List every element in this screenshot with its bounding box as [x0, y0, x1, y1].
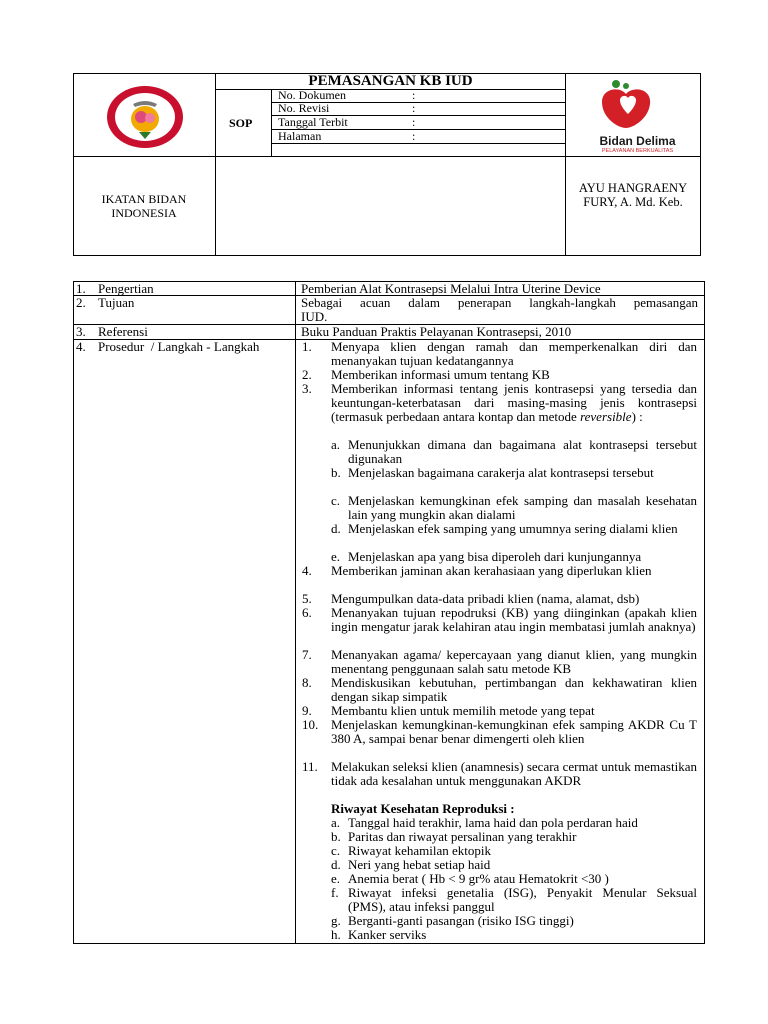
step-text: Menanyakan tujuan repodruksi (KB) yang diinginkan (apakah klien ingin mengatur jarak kelahiran atau ingin membatasi jumlah anaknya): [331, 605, 697, 634]
step-text: Memberikan informasi tentang jenis kontrasepsi yang tersedia dan keuntungan-keterbatasan dari masing-masing jenis kontrasepsi (termasuk perbedaan antara kontap dan metode reversible) :: [331, 381, 697, 424]
riwayat-text: Riwayat kehamilan ektopik: [348, 843, 491, 858]
referensi-content: Buku Panduan Praktis Pelayanan Kontrasepsi, 2010: [301, 324, 572, 339]
doc-field-sep: :: [412, 88, 416, 102]
substep-text: Menjelaskan bagaimana carakerja alat kontrasepsi tersebut: [348, 465, 654, 480]
doc-field-label: No. Dokumen: [278, 88, 346, 102]
row-number: 3.: [76, 324, 86, 339]
doc-field-sep: :: [412, 129, 416, 143]
substep-letter: a.: [331, 437, 341, 452]
step-number: 10.: [302, 717, 319, 732]
riwayat-text: Berganti-ganti pasangan (risiko ISG tinggi): [348, 913, 574, 928]
substep-text: Menjelaskan efek samping yang umumnya sering dialami klien: [348, 521, 678, 536]
organization-name: [73, 192, 215, 220]
signer-line: FURY, A. Md. Keb.: [583, 195, 683, 209]
substep-text: Menjelaskan apa yang bisa diperoleh dari kunjungannya: [348, 549, 642, 564]
substep-letter: b.: [331, 465, 341, 480]
organization-line: INDONESIA: [111, 206, 177, 220]
step-number: 7.: [302, 647, 312, 662]
doc-field-label: No. Revisi: [278, 101, 330, 115]
doc-field-label: Halaman: [278, 129, 322, 143]
step-number: 3.: [302, 381, 312, 396]
riwayat-text: Neri yang hebat setiap haid: [348, 857, 491, 872]
step-text: Memberikan jaminan akan kerahasiaan yang diperlukan klien: [331, 563, 652, 578]
step-number: 1.: [302, 339, 312, 354]
step-number: 8.: [302, 675, 312, 690]
substep-letter: c.: [331, 493, 341, 508]
bidan-delima-name: Bidan Delima: [599, 134, 676, 148]
riwayat-text: Riwayat infeksi genetalia (ISG), Penyakit Menular Seksual (PMS), atau infeksi panggul: [348, 885, 697, 914]
tujuan-content: [301, 296, 698, 324]
step-text: Mengumpulkan data-data pribadi klien (nama, alamat, dsb): [331, 591, 640, 606]
step-text: Mendiskusikan kebutuhan, pertimbangan dan kekhawatiran klien dengan sikap simpatik: [331, 675, 697, 704]
step-number: 11.: [302, 759, 318, 774]
organization-line: IKATAN BIDAN: [101, 192, 187, 206]
substep-text: Menjelaskan kemungkinan efek samping dan masalah kesehatan lain yang mungkin akan dialami: [348, 493, 697, 522]
signer-name: [566, 181, 700, 209]
doc-field-label: Tanggal Terbit: [278, 115, 348, 129]
ikatan-bidan-logo: [105, 84, 185, 150]
row-label-referensi: Referensi: [98, 324, 148, 339]
step-text: Menyapa klien dengan ramah dan memperkenalkan diri dan menanyakan tujuan kedatangannya: [331, 339, 697, 368]
bidan-delima-logo: [590, 78, 685, 156]
riwayat-letter: b.: [331, 829, 341, 844]
riwayat-heading: Riwayat Kesehatan Reproduksi :: [331, 801, 515, 816]
tujuan-line: IUD.: [301, 309, 328, 324]
step-number: 5.: [302, 591, 312, 606]
step-text: Melakukan seleksi klien (anamnesis) secara cermat untuk memastikan tidak ada kesalahan untuk menggunakan AKDR: [331, 759, 697, 788]
substep-letter: e.: [331, 549, 341, 564]
riwayat-letter: a.: [331, 815, 341, 830]
step-number: 2.: [302, 367, 312, 382]
signer-line: AYU HANGRAENY: [578, 181, 688, 195]
riwayat-letter: f.: [331, 885, 339, 900]
riwayat-letter: e.: [331, 871, 341, 886]
riwayat-letter: h.: [331, 927, 341, 942]
row-number: 2.: [76, 295, 86, 310]
document-title: PEMASANGAN KB IUD: [308, 73, 473, 89]
riwayat-text: Kanker serviks: [348, 927, 427, 942]
substep-text: Menunjukkan dimana dan bagaimana alat kontrasepsi tersebut digunakan: [348, 437, 697, 466]
riwayat-letter: g.: [331, 913, 341, 928]
step-text: Menjelaskan kemungkinan-kemungkinan efek samping AKDR Cu T 380 A, sampai benar benar dimengerti oleh klien: [331, 717, 697, 746]
substep-letter: d.: [331, 521, 341, 536]
row-number: 4.: [76, 339, 86, 354]
row-number: 1.: [76, 281, 86, 296]
row-label-prosedur: Prosedur / Langkah - Langkah: [98, 339, 260, 354]
tujuan-line: Sebagai acuan dalam penerapan langkah-langkah pemasangan: [301, 295, 698, 310]
riwayat-text: Anemia berat ( Hb < 9 gr% atau Hematokrit <30 ): [348, 871, 609, 886]
bidan-delima-tagline: PELAYANAN BERKUALITAS: [601, 148, 674, 154]
pengertian-content: Pemberian Alat Kontrasepsi Melalui Intra Uterine Device: [301, 281, 601, 296]
riwayat-text: Paritas dan riwayat persalinan yang terakhir: [348, 829, 577, 844]
sop-label: SOP: [229, 116, 253, 130]
riwayat-text: Tanggal haid terakhir, lama haid dan pola perdaran haid: [348, 815, 638, 830]
step-number: 9.: [302, 703, 312, 718]
riwayat-letter: c.: [331, 843, 341, 858]
step-text: Membantu klien untuk memilih metode yang tepat: [331, 703, 595, 718]
row-label-pengertian: Pengertian: [98, 281, 154, 296]
step-text: Memberikan informasi umum tentang KB: [331, 367, 550, 382]
step-number: 4.: [302, 563, 312, 578]
doc-field-sep: :: [412, 101, 416, 115]
step-number: 6.: [302, 605, 312, 620]
row-label-tujuan: Tujuan: [98, 295, 135, 310]
riwayat-letter: d.: [331, 857, 341, 872]
doc-field-sep: :: [412, 115, 416, 129]
step-text: Menanyakan agama/ kepercayaan yang dianut klien, yang mungkin menentang penggunaan salah satu metode KB: [331, 647, 697, 676]
